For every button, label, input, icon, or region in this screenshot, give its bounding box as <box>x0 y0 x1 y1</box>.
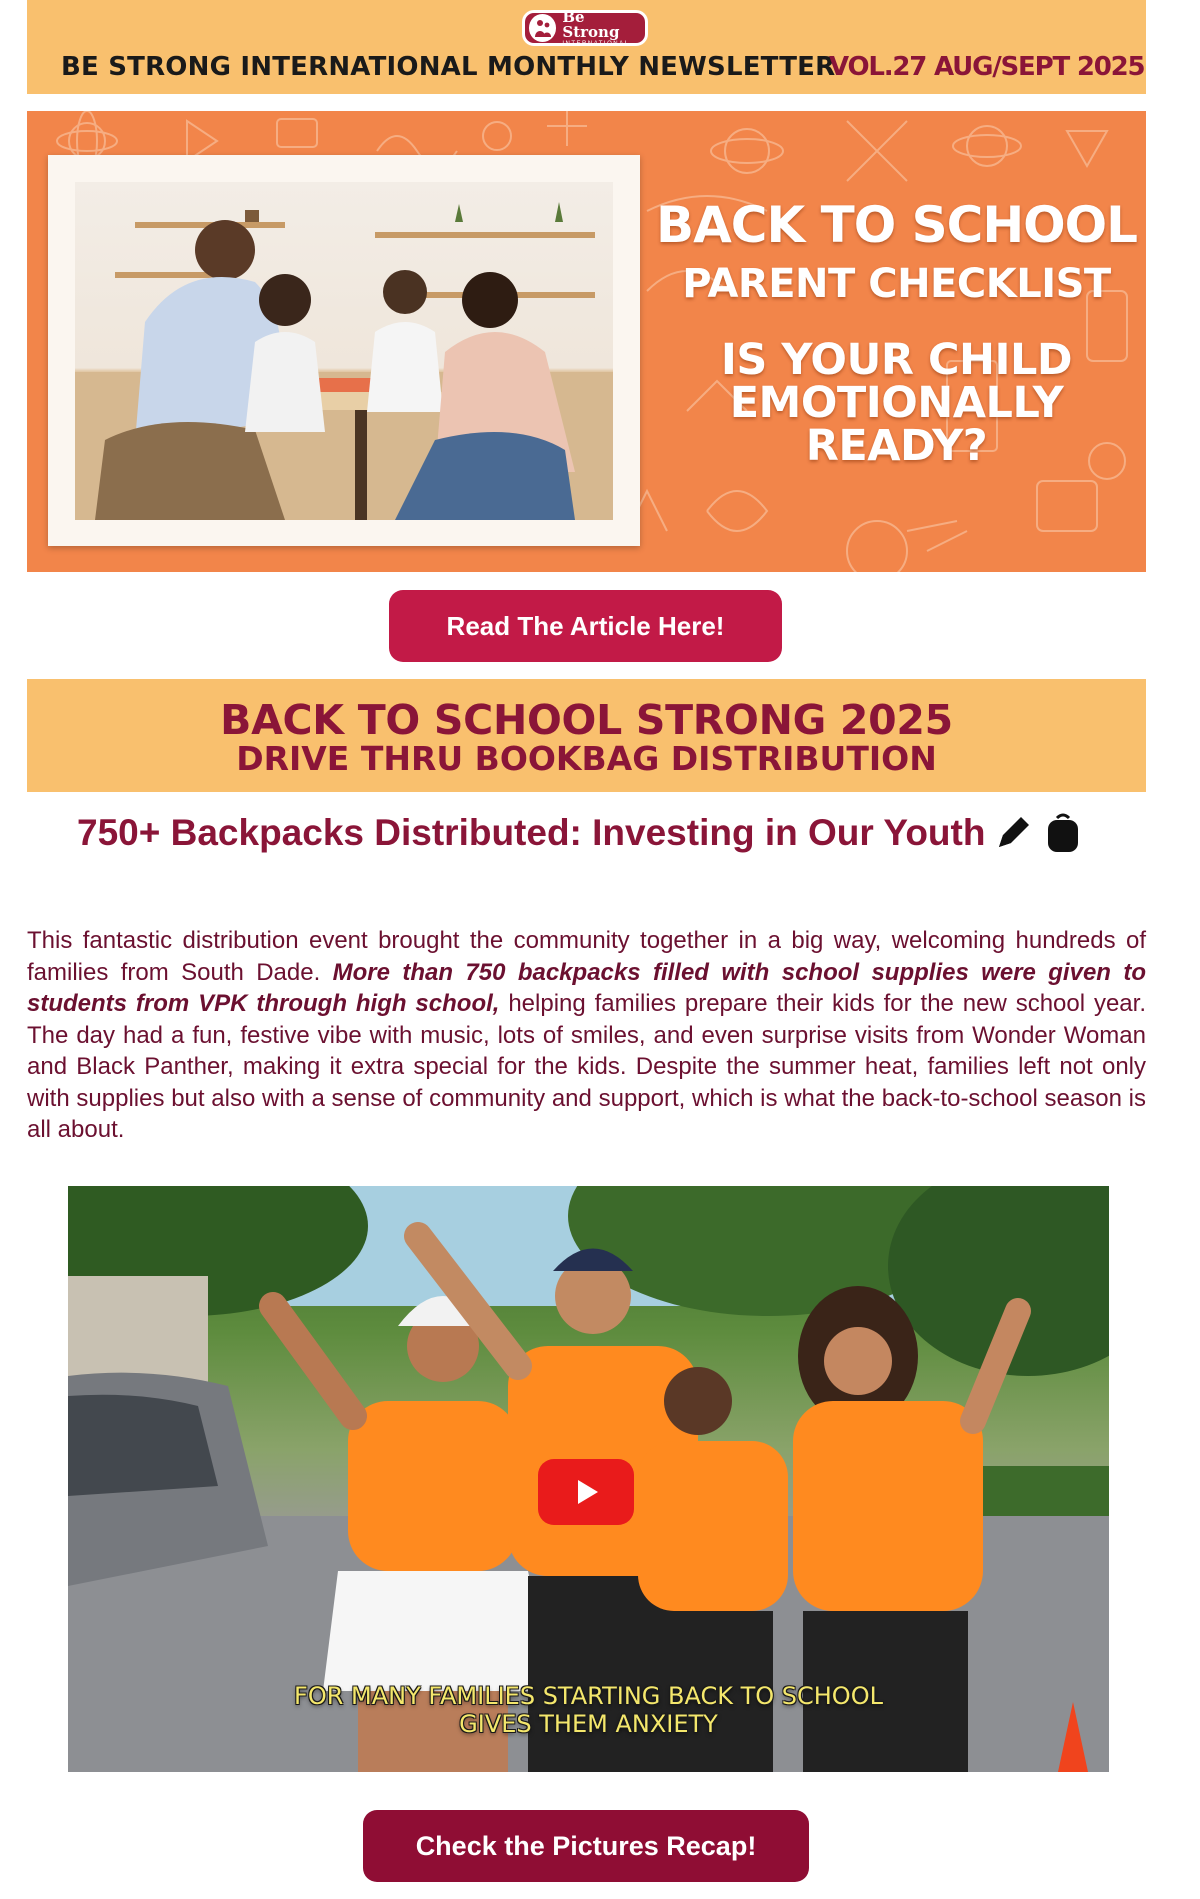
be-strong-logo[interactable] <box>522 7 648 47</box>
pencil-icon <box>993 813 1033 853</box>
hero-photo-frame <box>48 155 640 546</box>
headline-text: 750+ Backpacks Distributed: Investing in Our Youth <box>77 812 986 853</box>
play-button[interactable] <box>538 1459 634 1525</box>
family-logo-icon <box>529 14 556 42</box>
hero-subheading: PARENT CHECKLIST <box>682 261 1111 307</box>
article-headline <box>77 808 1081 858</box>
read-article-button[interactable]: Read The Article Here! <box>389 590 782 662</box>
drive-banner-title: BACK TO SCHOOL STRONG 2025 <box>220 696 953 744</box>
hero-question: IS YOUR CHILD EMOTIONALLY READY? <box>720 335 1073 471</box>
newsletter-header <box>27 0 1146 94</box>
video-caption-line-2: GIVES THEM ANXIETY <box>459 1710 718 1738</box>
backpack-icon <box>1045 812 1081 854</box>
drive-banner-subtitle: DRIVE THRU BOOKBAG DISTRIBUTION <box>236 739 937 778</box>
video-caption-line-1: FOR MANY FAMILIES STARTING BACK TO SCHOOL <box>294 1682 883 1710</box>
event-video[interactable] <box>68 1186 1109 1772</box>
hero-heading: BACK TO SCHOOL <box>655 196 1138 254</box>
play-icon <box>566 1472 606 1512</box>
newsletter-volume: VOL.27 AUG/SEPT 2025 <box>829 52 1145 82</box>
family-homework-photo <box>75 182 613 520</box>
article-body: This fantastic distribution event brought the community together in a big way, welcoming hundreds of families from South Dade. More than 750 backpacks filled with school supplies were given to students from VPK through high school, helping families prepare their kids for the new school year. The day had a fun, festive vibe with music, lots of smiles, and even surprise visits from Wonder Woman and Black Panther, making it extra special for the kids. Despite the summer heat, families left not only with supplies but also with a sense of community and support, which is what the back-to-school season is all about. <box>27 927 1146 1143</box>
drive-banner <box>27 679 1146 792</box>
logo-subtext: INTERNATIONAL <box>562 40 630 47</box>
body-emphasis: More than 750 backpacks filled with school supplies were given to students from VPK through high school, <box>27 958 1146 1017</box>
logo-text: Be Strong <box>562 7 620 41</box>
hero-banner[interactable] <box>27 111 1146 572</box>
newsletter-title: BE STRONG INTERNATIONAL MONTHLY NEWSLETTER <box>61 52 836 82</box>
pictures-recap-button[interactable]: Check the Pictures Recap! <box>363 1810 809 1882</box>
